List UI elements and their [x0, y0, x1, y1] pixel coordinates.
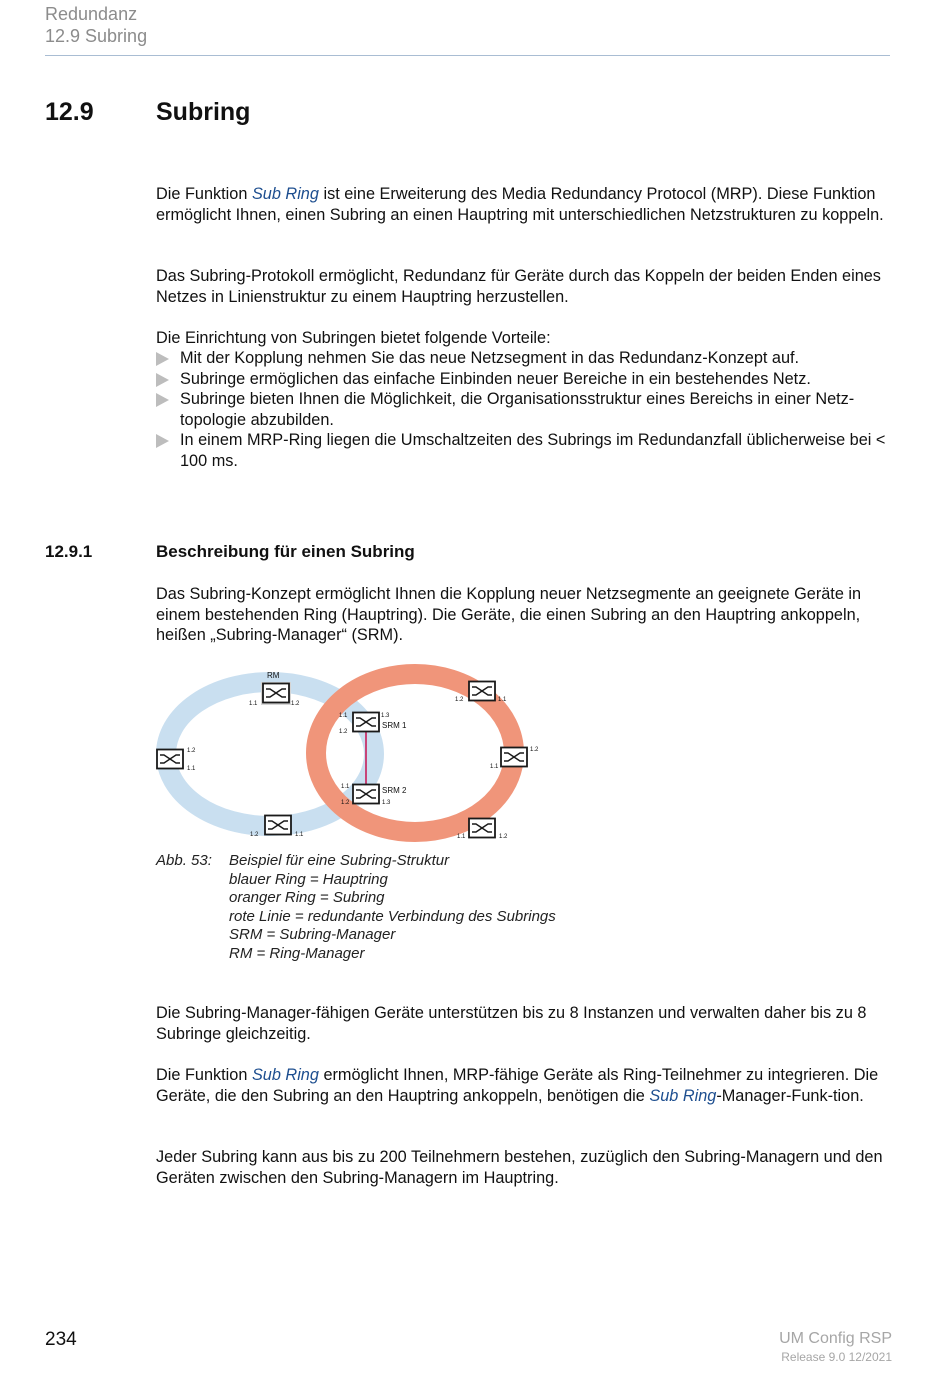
caption-line: SRM = Subring-Manager: [229, 926, 396, 944]
subsection-number: 12.9.1: [45, 542, 93, 561]
port-label: 1.1: [339, 713, 348, 719]
port-label: 1.1: [295, 832, 304, 838]
caption-line: RM = Ring-Manager: [229, 944, 365, 962]
bullet-item: Subringe ermöglichen das einfache Einbinden neuer Bereiche in ein bestehendes Netz.: [156, 369, 896, 390]
port-label: 1.2: [499, 834, 508, 840]
running-header-section: 12.9 Subring: [45, 26, 148, 46]
intro-paragraph-3: Die Einrichtung von Subringen bietet folgende Vorteile:: [156, 329, 551, 347]
footer-product: UM Config RSP: [779, 1330, 892, 1347]
switch-icon: [469, 682, 495, 701]
port-label: 1.2: [250, 832, 259, 838]
port-label: 1.1: [249, 701, 258, 707]
running-header-chapter: Redundanz: [45, 4, 138, 24]
port-label: 1.2: [530, 747, 539, 753]
bullet-triangle-icon: [156, 393, 169, 407]
port-label: 1.3: [381, 713, 390, 719]
switch-icon: [265, 816, 291, 835]
figure-caption-label: Abb. 53:: [156, 852, 212, 869]
intro-paragraph-2: Das Subring-Protokoll ermöglicht, Redundanz für Geräte durch das Koppeln der beiden Enden eines Netzes in Linienstruktur zu einem Hauptring herzustellen.: [156, 267, 881, 306]
body-paragraph-1: Die Subring-Manager-fähigen Geräte unterstützen bis zu 8 Instanzen und verwalten daher bis zu 8 Subringe gleichzeitig.: [156, 1004, 867, 1043]
bullet-item: Mit der Kopplung nehmen Sie das neue Netzsegment in das Redundanz-Konzept auf.: [156, 348, 896, 369]
port-label: 1.1: [187, 766, 196, 772]
bullet-item: Subringe bieten Ihnen die Möglichkeit, die Organisationsstruktur eines Bereichs in einer Netz-topologie abzubilden.: [156, 389, 896, 430]
caption-line: blauer Ring = Hauptring: [229, 870, 388, 888]
port-label: 1.2: [455, 697, 464, 703]
port-label: 1.3: [382, 800, 391, 806]
subring-manager-1-switch-icon: [353, 713, 379, 732]
section-number: 12.9: [45, 98, 94, 126]
section-title: Subring: [156, 98, 251, 126]
header-rule: [45, 55, 890, 56]
intro-paragraph-1: Die Funktion Sub Ring ist eine Erweiterung des Media Redundancy Protocol (MRP). Diese Funktion ermöglicht Ihnen, einen Subring an einen Hauptring mit unterschiedlichen Netzstrukturen zu koppeln.: [156, 185, 884, 224]
port-label: 1.1: [498, 697, 507, 703]
port-label: 1.2: [187, 748, 196, 754]
body-paragraph-2: Die Funktion Sub Ring ermöglicht Ihnen, MRP-fähige Geräte als Ring-Teilnehmer zu integrieren. Die Geräte, die den Subring an den Hauptring ankoppeln, benötigen die Sub Ring-Manager-Funk-tion.: [156, 1066, 879, 1105]
footer-release: Release 9.0 12/2021: [781, 1350, 892, 1364]
caption-line: oranger Ring = Subring: [229, 889, 385, 907]
bullet-triangle-icon: [156, 352, 169, 366]
port-label: 1.1: [457, 834, 466, 840]
srm2-label: SRM 2: [382, 786, 407, 795]
port-label: 1.2: [339, 729, 348, 735]
bullet-item: In einem MRP-Ring liegen die Umschaltzeiten des Subrings im Redundanzfall üblicherweise bei < 100 ms.: [156, 430, 896, 471]
subsection-title: Beschreibung für einen Subring: [156, 542, 415, 561]
port-label: 1.1: [490, 764, 499, 770]
subsection-paragraph-1: Das Subring-Konzept ermöglicht Ihnen die Kopplung neuer Netzsegmente an geeignete Geräte in einem bestehenden Ring (Hauptring). Die Geräte, die einen Subring an den Hauptring ankoppeln, heißen „Subring-Manager“ (SRM).: [156, 585, 862, 644]
subring-manager-2-switch-icon: [353, 785, 379, 804]
caption-line: Beispiel für eine Subring-Struktur: [229, 852, 450, 869]
ring-manager-switch-icon: [263, 684, 289, 703]
body-paragraph-3: Jeder Subring kann aus bis zu 200 Teilnehmern bestehen, zuzüglich den Subring-Managern und den Geräten zwischen den Subring-Managern im Hauptring.: [156, 1148, 883, 1187]
port-label: 1.1: [341, 784, 350, 790]
srm1-label: SRM 1: [382, 721, 407, 730]
switch-icon: [469, 819, 495, 838]
bullet-triangle-icon: [156, 434, 169, 448]
port-label: 1.2: [341, 800, 350, 806]
keyword-sub-ring: Sub Ring: [251, 1066, 319, 1084]
caption-line: rote Linie = redundante Verbindung des Subrings: [229, 907, 556, 925]
switch-icon: [157, 750, 183, 769]
subring-diagram: [150, 662, 550, 850]
keyword-sub-ring: Sub Ring: [251, 185, 319, 203]
bullet-triangle-icon: [156, 373, 169, 387]
switch-icon: [501, 748, 527, 767]
keyword-sub-ring: Sub Ring: [649, 1086, 717, 1105]
ring-manager-label: RM: [267, 671, 280, 680]
port-label: 1.2: [291, 701, 300, 707]
page-number: 234: [45, 1329, 77, 1350]
